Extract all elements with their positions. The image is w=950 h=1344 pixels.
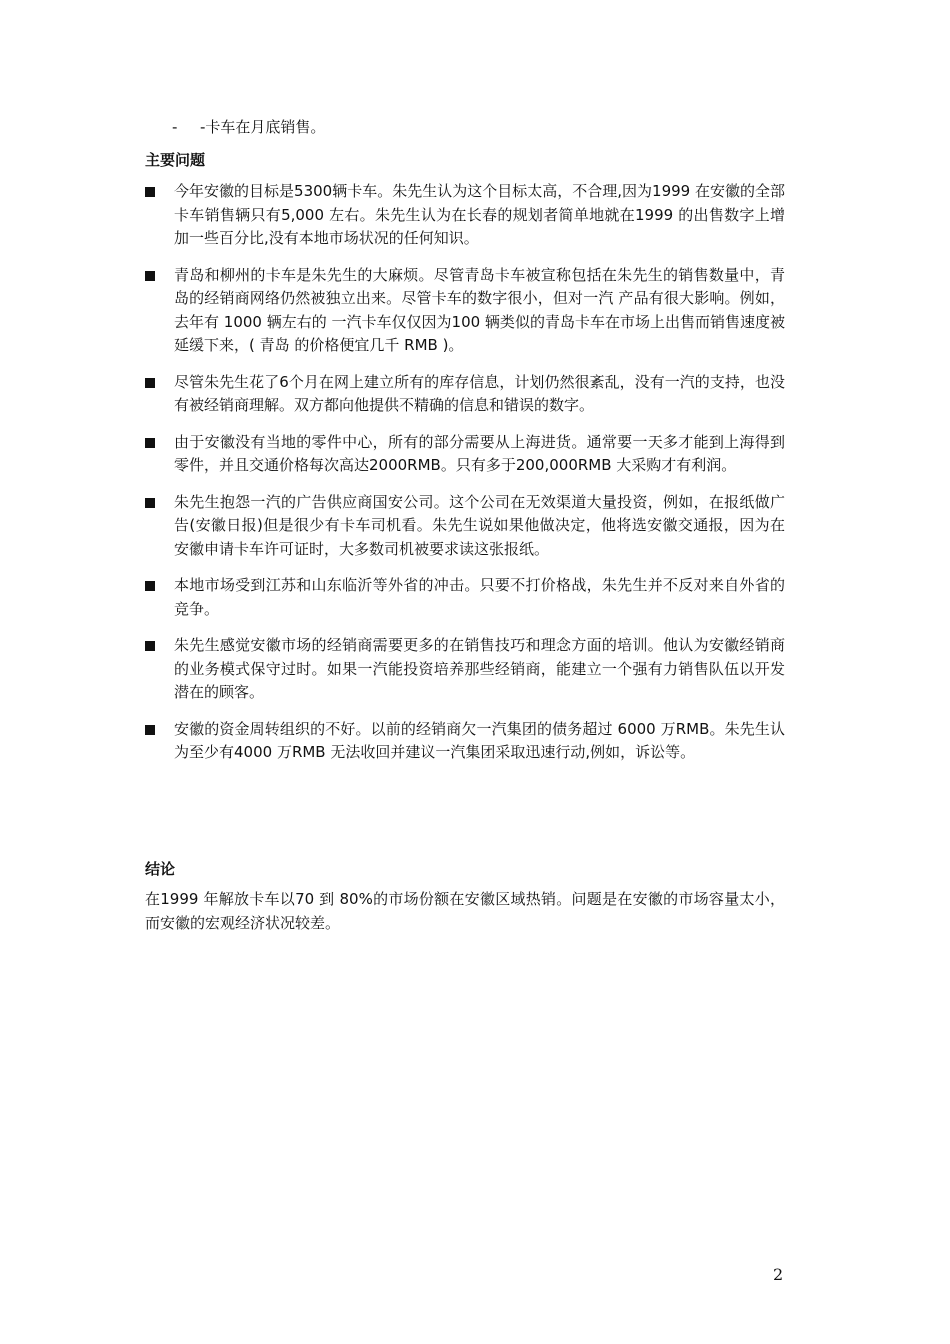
conclusion-paragraph: 在1999 年解放卡车以70 到 80%的市场份额在安徽区域热销。问题是在安徽的市场容量太小，而安徽的宏观经济状况较差。: [145, 890, 785, 932]
square-bullet-icon: [145, 378, 155, 388]
issues-heading: 主要问题: [145, 151, 206, 169]
issue-text: 安徽的资金周转组织的不好。以前的经销商欠一汽集团的债务超过 6000 万RMB。朱先生认为至少有4000 万RMB 无法收回并建议一汽集团采取迅速行动,例如，诉讼等。: [174, 719, 785, 761]
square-bullet-icon: [145, 438, 155, 448]
square-bullet-icon: [145, 498, 155, 508]
issue-text: 朱先生抱怨一汽的广告供应商国安公司。这个公司在无效渠道大量投资，例如，在报纸做广告(安徽日报)但是很少有卡车司机看。朱先生说如果他做决定，他将选安徽交通报，因为在安徽申请卡车许可证时，大多数司机被要求读这张报纸。: [174, 492, 785, 558]
issue-text: 尽管朱先生花了6个月在网上建立所有的库存信息，计划仍然很紊乱，没有一汽的支持，也没有被经销商理解。双方都向他提供不精确的信息和错误的数字。: [174, 372, 785, 414]
issue-item: [145, 574, 785, 621]
square-bullet-icon: [145, 725, 155, 735]
square-bullet-icon: [145, 641, 155, 651]
issues-list: [145, 180, 785, 778]
issue-text: 青岛和柳州的卡车是朱先生的大麻烦。尽管青岛卡车被宣称包括在朱先生的销售数量中，青岛的经销商网络仍然被独立出来。尽管卡车的数字很小，但对一汽 产品有很大影响。例如，去年有 1000 辆左右的 一汽卡车仅仅因为100 辆类似的青岛卡车在市场上出售而销售速度被延缓下来，( 青岛 的价格便宜几千 RMB )。: [174, 265, 785, 354]
issue-item: [145, 371, 785, 418]
issue-item: [145, 718, 785, 765]
square-bullet-icon: [145, 581, 155, 591]
issue-item: [145, 634, 785, 705]
square-bullet-icon: [145, 271, 155, 281]
intro-line: [172, 116, 325, 138]
issue-item: [145, 264, 785, 358]
issue-text: 朱先生感觉安徽市场的经销商需要更多的在销售技巧和理念方面的培训。他认为安徽经销商的业务模式保守过时。如果一汽能投资培养那些经销商，能建立一个强有力销售队伍以开发潜在的顾客。: [174, 636, 785, 701]
intro-text: -卡车在月底销售。: [200, 118, 326, 136]
square-bullet-icon: [145, 187, 155, 197]
conclusion-heading: 结论: [145, 860, 176, 878]
issue-item: [145, 491, 785, 562]
intro-dash: -: [172, 118, 178, 136]
issue-text: 今年安徽的目标是5300辆卡车。朱先生认为这个目标太高，不合理,因为1999 在安徽的全部卡车销售辆只有5,000 左右。朱先生认为在长春的规划者简单地就在1999 的出售数字上增加一些百分比,没有本地市场状况的任何知识。: [174, 182, 785, 247]
issue-item: [145, 431, 785, 478]
issue-text: 本地市场受到江苏和山东临沂等外省的冲击。只要不打价格战，朱先生并不反对来自外省的竞争。: [174, 576, 785, 618]
issue-text: 由于安徽没有当地的零件中心，所有的部分需要从上海进货。通常要一天多才能到上海得到零件，并且交通价格每次高达2000RMB。只有多于200,000RMB 大采购才有利润。: [174, 432, 785, 474]
page-number: 2: [773, 1265, 784, 1284]
issue-item: [145, 180, 785, 251]
